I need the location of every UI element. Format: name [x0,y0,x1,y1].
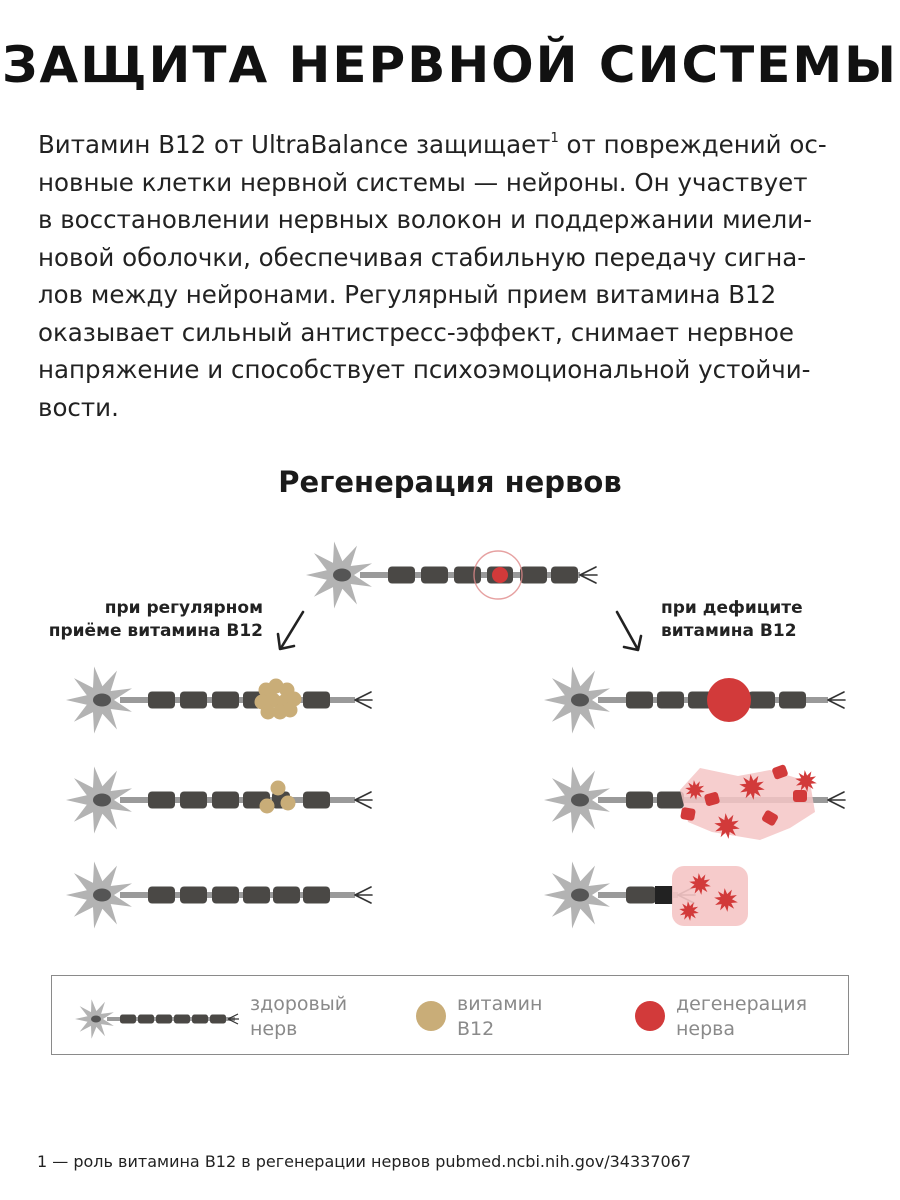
myelin-segment [180,692,207,709]
arrow-right-icon [617,612,641,650]
myelin-segment [212,887,239,904]
myelin-segment [551,567,578,584]
myelin-segment [626,692,653,709]
arrow-left-icon [278,612,303,649]
axon-terminal [580,567,597,583]
deficiency-label: при дефиците витамина B12 [661,598,803,641]
vitamin-b12-particle [260,799,275,814]
neuron-nucleus [93,694,111,707]
intro-line-6: оказывает сильный антистресс-эффект, снимает нервное [38,317,794,347]
nerve-regular-1 [66,667,372,734]
legend [51,975,849,1055]
myelin-segment [303,692,330,709]
myelin-segment [657,692,684,709]
nerve-deficit-2 [544,764,845,840]
nerve-regular-3 [66,862,372,929]
myelin-segment [303,887,330,904]
footnote-mark: 1 [550,131,559,146]
axon-terminal [828,792,845,808]
myelin-segment [174,1015,190,1024]
nerve-deficit-3 [544,862,748,929]
legend-healthy-nerve-icon [75,999,239,1038]
myelin-segment [148,887,175,904]
legend-vitamin-label: витамин B12 [457,993,543,1040]
myelin-debris [793,790,807,802]
myelin-segment [303,792,330,809]
axon-terminal [228,1014,239,1024]
legend-vitamin-icon [416,1001,446,1031]
neuron-nucleus [333,569,351,582]
intro-line-1: Витамин B12 от UltraBalance защищает$^1$ от повреждений ос- [38,130,827,159]
vitamin-b12-particle [271,781,286,796]
damage-area [672,866,748,926]
diagram-title: Регенерация нервов [278,465,622,499]
damage-area [680,768,815,840]
myelin-debris [680,807,696,821]
neuron-nucleus [91,1016,101,1023]
axon-stump [655,886,673,904]
vitamin-b12-particle [283,703,298,718]
myelin-segment [180,792,207,809]
myelin-segment [520,567,547,584]
myelin-segment [626,792,653,809]
legend-degeneration-label: дегенерация нерва [676,993,808,1040]
neuron-nucleus [93,794,111,807]
myelin-segment [243,887,270,904]
neuron-nucleus [571,694,589,707]
axon-terminal [355,692,372,708]
neuron-nucleus [571,794,589,807]
axon-terminal [355,792,372,808]
myelin-segment [212,792,239,809]
myelin-segment [273,887,300,904]
nerve-regular-2 [66,767,372,834]
myelin-segment [454,567,481,584]
myelin-segment [148,792,175,809]
myelin-segment [626,887,656,904]
legend-healthy-label: здоровый нерв [250,993,348,1040]
myelin-segment [156,1015,172,1024]
vitamin-b12-particle [281,796,296,811]
page-title: ЗАЩИТА НЕРВНОЙ СИСТЕМЫ [2,36,898,94]
neuron-nucleus [571,889,589,902]
intro-line-4: новой оболочки, обеспечивая стабильную передачу сигна- [38,242,807,272]
myelin-segment [421,567,448,584]
intro-line-2: новные клетки нервной системы — нейроны. Он участвует [38,167,808,197]
degeneration-spot [707,678,751,722]
myelin-segment [120,1015,136,1024]
myelin-segment [388,567,415,584]
intro-line-3: в восстановлении нервных волокон и поддержании миели- [38,205,812,234]
myelin-segment [192,1015,208,1024]
regular-intake-label: при регулярном приёме витамина B12 [48,598,263,641]
axon-terminal [828,692,845,708]
damage-spot [492,567,508,583]
nerve-deficit-1 [544,667,845,734]
myelin-segment [657,792,684,809]
myelin-segment [779,692,806,709]
myelin-segment [210,1015,226,1024]
nerve-initial [306,542,597,609]
myelin-segment [180,887,207,904]
neuron-nucleus [93,889,111,902]
axon-terminal [355,887,372,903]
myelin-segment [138,1015,154,1024]
intro-line-8: вости. [38,392,119,422]
myelin-segment [148,692,175,709]
legend-degeneration-icon [635,1001,665,1031]
intro-line-7: напряжение и способствует психоэмоциональной устойчи- [38,355,811,384]
myelin-segment [212,692,239,709]
intro-line-5: лов между нейронами. Регулярный прием витамина B12 [38,280,777,309]
myelin-segment [748,692,775,709]
footnote: 1 — роль витамина B12 в регенерации нервов pubmed.ncbi.nih.gov/34337067 [37,1152,692,1171]
